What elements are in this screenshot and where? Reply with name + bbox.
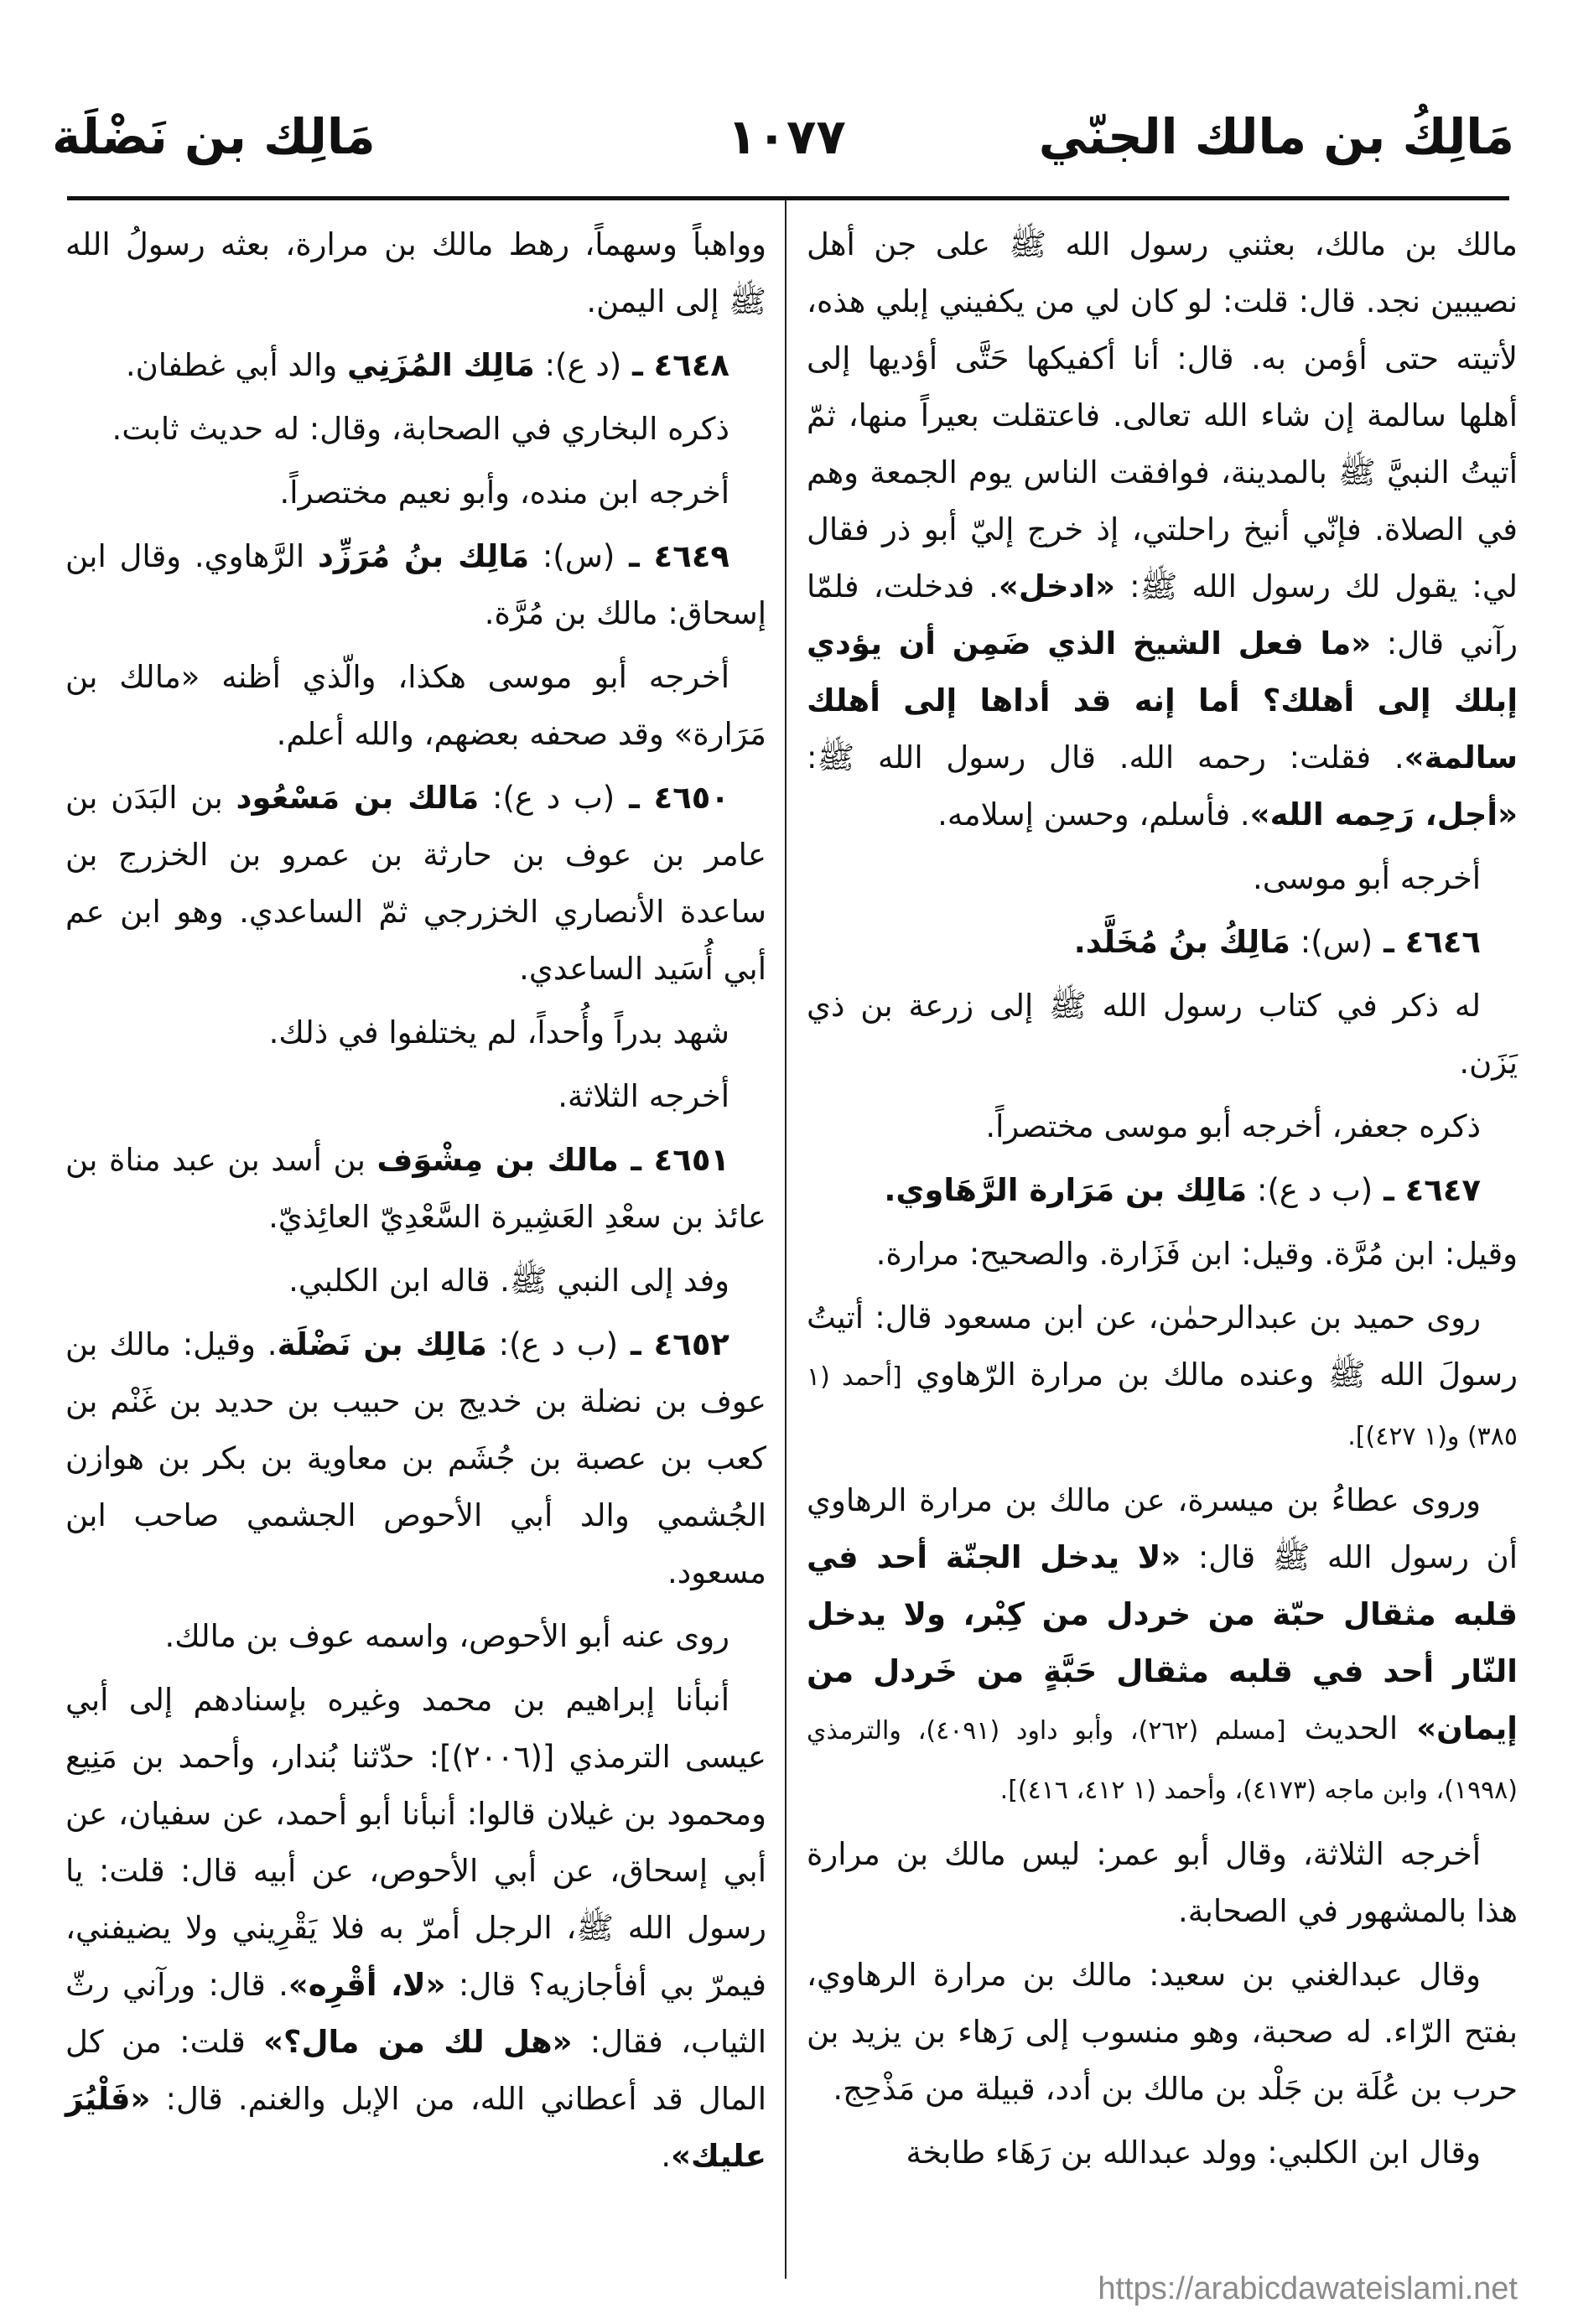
text: وروى عطاءُ بن ميسرة، عن مالك بن مرارة الرهاوي أن رسول الله ﷺ قال: bbox=[807, 1482, 1518, 1575]
text: وفد إلى النبي ﷺ. قاله ابن الكلبي. bbox=[288, 1263, 729, 1299]
text: والد أبي غطفان. bbox=[125, 347, 348, 383]
text: . فأسلم، وحسن إسلامه. bbox=[937, 796, 1250, 833]
paragraph bbox=[65, 770, 766, 998]
paragraph bbox=[65, 649, 766, 763]
paragraph bbox=[807, 1226, 1518, 1283]
bold-text: مالك بن مِشْوَف bbox=[376, 1142, 619, 1178]
text: . bbox=[661, 2138, 672, 2174]
text: . فقلت: رحمه الله. قال رسول الله ﷺ: bbox=[807, 739, 1404, 776]
bold-text: مَالِكُ بنُ مُخَلَّد. bbox=[1073, 924, 1290, 960]
citation: [مسلم (٢٦٢)، وأبو داود (٤٠٩١)، والترمذي (١٩٩٨)، وابن ماجه (٤١٧٣)، وأحمد (١ ٤١٢، ٤١٦)]. bbox=[807, 1716, 1518, 1805]
text: روى حميد بن عبدالرحمٰن، عن ابن مسعود قال: أتيتُ رسولَ الله ﷺ وعنده مالك بن مرارة الرّهاوي bbox=[807, 1299, 1518, 1393]
paragraph bbox=[65, 337, 766, 394]
bold-text: «هل لك من مال؟» bbox=[263, 2024, 573, 2060]
left-column bbox=[65, 216, 766, 2192]
paragraph bbox=[807, 1472, 1518, 1819]
bold-text: «فَلْيُرَ عليك» bbox=[65, 2081, 766, 2174]
bold-text: مَالِك بن نَضْلَة bbox=[277, 1326, 487, 1362]
paragraph bbox=[807, 1162, 1518, 1219]
citation: [أحمد (١ ٣٨٥) و(١ ٤٢٧)]. bbox=[807, 1362, 1518, 1451]
text: له ذكر في كتاب رسول الله ﷺ إلى زرعة بن ذي يَزَن. bbox=[807, 988, 1518, 1081]
bold-text: ٤٦٥٢ ـ bbox=[618, 1326, 729, 1362]
text: (ب د ع): bbox=[486, 1326, 619, 1362]
text: . فدخلت، فلمّا رآني قال: bbox=[807, 568, 1518, 661]
text: شهد بدراً وأُحداً، لم يختلفوا في ذلك. bbox=[268, 1014, 729, 1050]
paragraph bbox=[807, 216, 1518, 843]
text: ذكره البخاري في الصحابة، وقال: له حديث ثابت. bbox=[112, 411, 729, 447]
text: مالك بن مالك، بعثني رسول الله ﷺ على جن أهل نصيبين نجد. قال: قلت: لو كان لي من يكفيني إبلي هذه، لأتيته حتى أؤمن به. قال: أنا أكفيكها حَتَّى أؤديها إلى أهلها سالمة إن شاء الله تعالى. فاعتقلت بعيراً منها، ثمّ أتيتُ النبيَّ ﷺ بالمدينة، فوافقت الناس يوم الجمعة وهم في الصلاة. فإنّي أنيخ راحلتي، إذ خرج إليّ أبو ذر فقال لي: يقول لك رسول الله ﷺ: bbox=[807, 226, 1518, 604]
text: أخرجه أبو موسى هكذا، والّذي أظنه «مالك بن مَرَارة» وقد صحفه بعضهم، والله أعلم. bbox=[65, 659, 766, 752]
text: أنبأنا إبراهيم بن محمد وغيره بإسنادهم إلى أبي عيسى الترمذي [(٢٠٠٦)]: حدّثنا بُندار، وأحمد بن مَنِيع ومحمود بن غيلان قالوا: أنبأنا أبو أحمد، عن سفيان، عن أبي إسحاق، عن أبي الأحوص، عن أبيه قال: قلت: يا رسول الله ﷺ، الرجل أمرّ به فلا يَقْرِيني ولا يضيفني، فيمرّ بي أفأجازيه؟ قال: bbox=[65, 1682, 766, 2003]
bold-text: ٤٦٥٠ ـ bbox=[615, 780, 729, 816]
paragraph bbox=[65, 216, 766, 330]
text: (ب د ع): bbox=[479, 780, 615, 816]
text: ذكره جعفر، أخرجه أبو موسى مختصراً. bbox=[985, 1108, 1481, 1144]
text: الرَّهاوي. وقال ابن إسحاق: مالك بن مُرَّة. bbox=[65, 538, 766, 631]
text: أخرجه ابن منده، وأبو نعيم مختصراً. bbox=[279, 475, 729, 511]
paragraph bbox=[807, 978, 1518, 1092]
text: (ب د ع): bbox=[1247, 1172, 1373, 1208]
paragraph bbox=[65, 1672, 766, 2185]
text: قلت: من كل المال قد أعطاني الله، من الإبل والغنم. قال: bbox=[65, 2024, 766, 2117]
bold-text: مَالك بن مَسْعُود bbox=[236, 780, 480, 816]
text: أخرجه أبو موسى. bbox=[1252, 860, 1481, 896]
bold-text: ٤٦٤٨ ـ bbox=[621, 347, 729, 383]
bold-text: مَالِك بن مَرَارة الرَّهَاوي. bbox=[884, 1172, 1248, 1208]
bold-text: ٤٦٤٦ ـ bbox=[1373, 924, 1481, 960]
paragraph bbox=[65, 528, 766, 642]
bold-text: «ما فعل الشيخ الذي ضَمِن أن يؤدي إبلك إلى أهلك؟ أما إنه قد أداها إلى أهلك سالمة» bbox=[807, 625, 1518, 776]
header-rule bbox=[67, 196, 1509, 200]
running-head-left: مَالِك بن نَضْلَة bbox=[52, 108, 376, 165]
paragraph bbox=[65, 1004, 766, 1061]
paragraph bbox=[65, 1068, 766, 1125]
text: وواهباً وسهماً، رهط مالك بن مرارة، بعثه رسولُ الله ﷺ إلى اليمن. bbox=[65, 226, 766, 319]
text: روى عنه أبو الأحوص، واسمه عوف بن مالك. bbox=[164, 1618, 729, 1654]
bold-text: ٤٦٤٩ ـ bbox=[615, 538, 729, 574]
text: وقال عبدالغني بن سعيد: مالك بن مرارة الرهاوي، بفتح الرّاء. له صحبة، وهو منسوب إلى رَهاء بن يزيد بن حرب بن عُلَة بن جَلْد بن مالك بن أدد، قبيلة من مَذْحِج. bbox=[807, 1957, 1518, 2107]
paragraph bbox=[807, 1098, 1518, 1155]
bold-text: «ادخل» bbox=[998, 568, 1116, 604]
text: وقال ابن الكلبي: وولد عبدالله بن رَهَاء طابخة bbox=[906, 2135, 1481, 2171]
paragraph bbox=[65, 464, 766, 521]
text: الحديث bbox=[1285, 1710, 1417, 1746]
bold-text: ٤٦٤٧ ـ bbox=[1373, 1172, 1481, 1208]
text: أخرجه الثلاثة. bbox=[558, 1078, 729, 1114]
paragraph bbox=[65, 401, 766, 458]
bold-text: «أجل، رَحِمه الله» bbox=[1249, 796, 1518, 833]
running-head-right: مَالِكُ بن مالك الجنّي bbox=[1038, 108, 1514, 165]
bold-text: مَالِك المُزَنِي bbox=[347, 347, 535, 383]
paragraph bbox=[65, 1132, 766, 1246]
text: (د ع): bbox=[534, 347, 622, 383]
right-column bbox=[807, 216, 1518, 2188]
text: . وقيل: مالك بن عوف بن نضلة بن خديج بن حبيب بن حديد بن غَنْم بن كعب بن عصبة بن جُشَم بن معاوية بن بكر بن هوازن الجُشمي والد أبي الأحوص الجشمي صاحب ابن مسعود. bbox=[65, 1326, 766, 1590]
watermark-url: https://arabicdawateislami.net bbox=[1098, 2271, 1518, 2306]
paragraph bbox=[807, 914, 1518, 971]
paragraph bbox=[807, 1947, 1518, 2118]
text: بن البَدَن بن عامر بن عوف بن حارثة بن عمرو بن الخزرج بن ساعدة الأنصاري الخزرجي ثمّ الساعدي. وهو ابن عم أبي أُسَيد الساعدي. bbox=[65, 780, 766, 987]
bold-text: «لا، أقْرِه» bbox=[288, 1967, 446, 2003]
text: . قال: ورآني رثّ الثياب، فقال: bbox=[65, 1967, 766, 2060]
paragraph bbox=[65, 1608, 766, 1665]
paragraph bbox=[807, 850, 1518, 907]
paragraph bbox=[807, 1826, 1518, 1940]
bold-text: ٤٦٥١ ـ bbox=[618, 1142, 729, 1178]
paragraph bbox=[65, 1316, 766, 1601]
column-divider bbox=[785, 200, 786, 2279]
page-number: ١٠٧٧ bbox=[727, 108, 846, 165]
bold-text: «لا يدخل الجنّة أحد في قلبه مثقال حبّة من خردل من كِبْر، ولا يدخل النّار أحد في قلبه مثقال حَبَّةٍ من خَردل من إيمان» bbox=[807, 1539, 1518, 1746]
paragraph bbox=[807, 1289, 1518, 1465]
bold-text: مَالِك بنُ مُرَزِّد bbox=[317, 538, 530, 574]
text: وقيل: ابن مُرَّة. وقيل: ابن فَزَارة. والصحيح: مرارة. bbox=[875, 1236, 1518, 1272]
text: بن أسد بن عبد مناة بن عائذ بن سعْدِ العَشِيرة السَّعْدِيّ العائِذيّ. bbox=[65, 1142, 766, 1235]
text: (س): bbox=[529, 538, 615, 574]
paragraph bbox=[807, 2124, 1518, 2181]
paragraph bbox=[65, 1253, 766, 1310]
text: أخرجه الثلاثة، وقال أبو عمر: ليس مالك بن مرارة هذا بالمشهور في الصحابة. bbox=[807, 1836, 1518, 1929]
text: (س): bbox=[1290, 924, 1373, 960]
